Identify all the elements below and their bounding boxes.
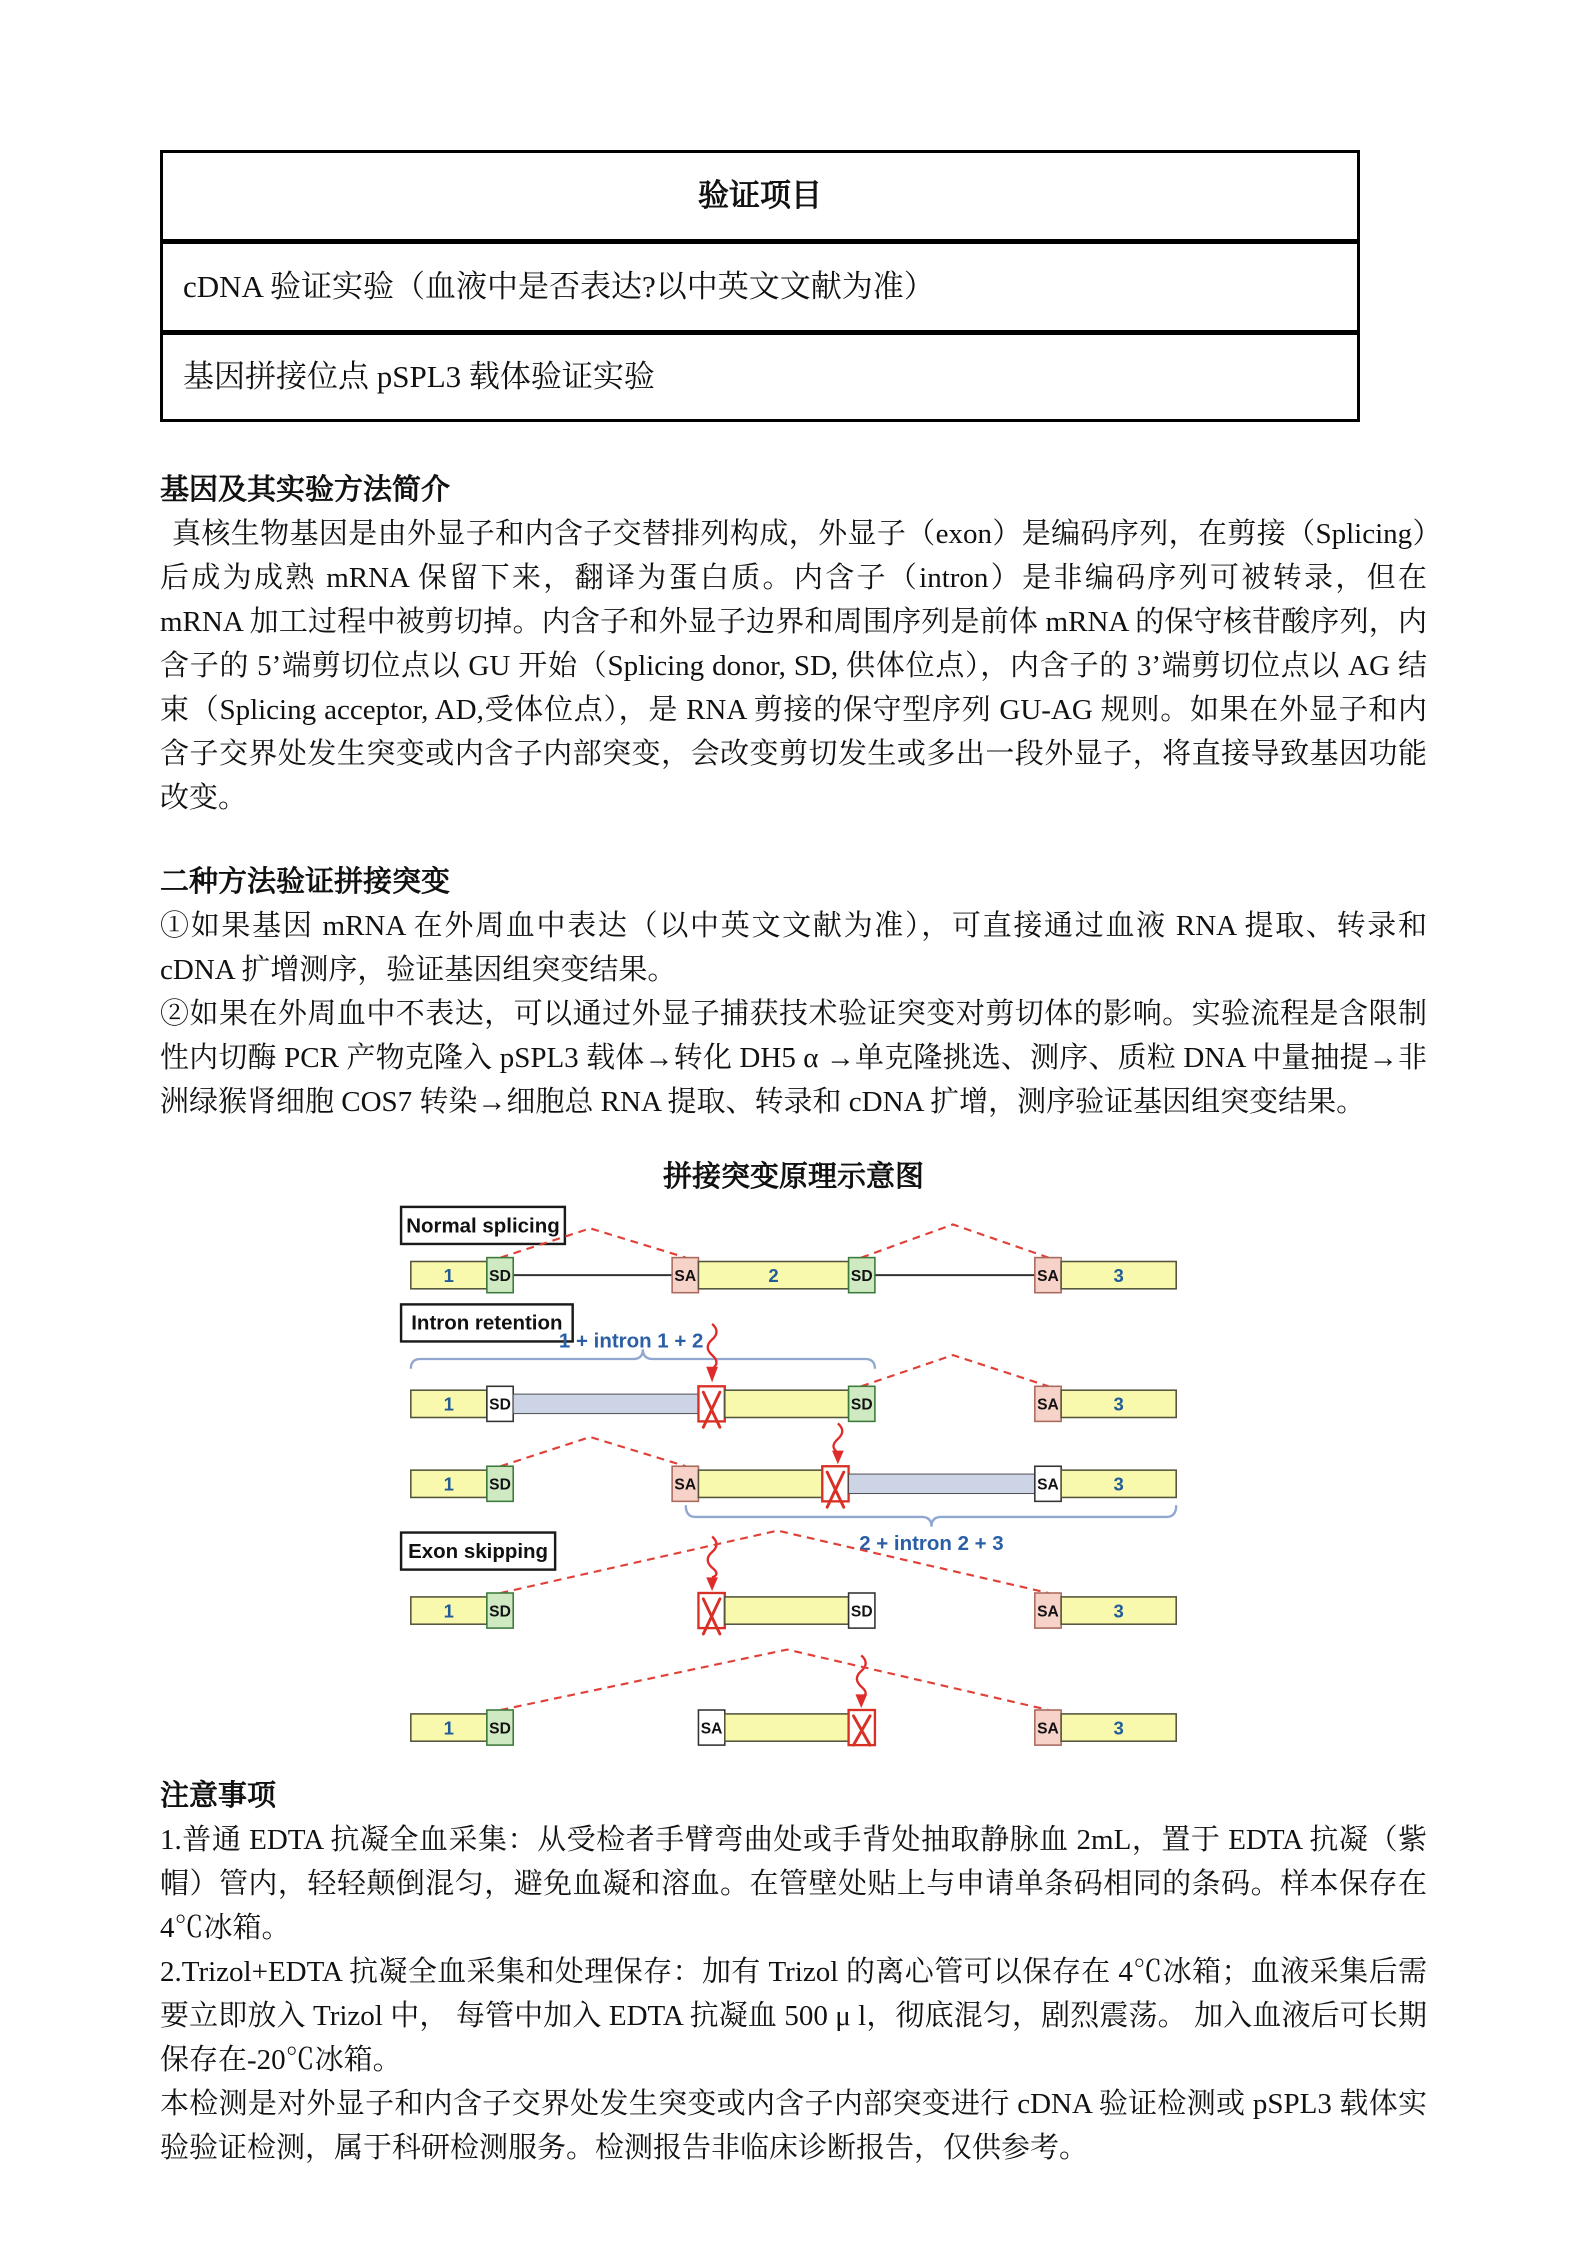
section2-item1: ①如果基因 mRNA 在外周血中表达（以中英文文献为准），可直接通过血液 RNA 提取、转录和 cDNA 扩增测序，验证基因组突变结果。 [160, 910, 1427, 986]
table-row-pspl3 [163, 335, 1357, 419]
splice-arc [861, 1224, 1048, 1257]
exon-2-box [698, 1470, 822, 1497]
squiggly-arrow-icon [706, 1324, 718, 1383]
splicing-diagram-svg [399, 1203, 1189, 1749]
svg-text:SA: SA [673, 1268, 696, 1285]
notes-item1: 1.普通 EDTA 抗凝全血采集：从受检者手臂弯曲处或手背处抽取静脉血 2mL，置于 EDTA 抗凝（紫帽）管内，轻轻颠倒混匀，避免血凝和溶血。在管壁处贴上与申请单条码相同的条码。样本保存在 4℃冰箱。 [160, 1824, 1427, 1944]
section2-item2: ②如果在外周血中不表达，可以通过外显子捕获技术验证突变对剪切体的影响。实验流程是含限制性内切酶 PCR 产物克隆入 pSPL3 载体→转化 DH5 α →单克隆挑选、测序、质粒 DNA 中量抽提→非洲绿猴肾细胞 COS7 转染→细胞总 RNA 提取、转录和 cDNA 扩增，测序验证基因组突变结果。 [160, 998, 1427, 1118]
svg-text:SD: SD [488, 1476, 511, 1494]
section1-paragraph: 真核生物基因是由外显子和内含子交替排列构成，外显子（exon）是编码序列，在剪接（Splicing）后成为成熟 mRNA 保留下来，翻译为蛋白质。内含子（intron）是非编码序列可被转录，但在 mRNA 加工过程中被剪切掉。内含子和外显子边界和周围序列是前体 mRNA 的保守核苷酸序列，内含子的 5’端剪切位点以 GU 开始（Splicing donor, SD, 供体位点），内含子的 3’端剪切位点以 AG 结束（Splicing acceptor, AD,受体位点），是 RNA 剪接的保守型序列 GU-AG 规则。如果在外显子和内含子交界处发生突变或内含子内部突变，会改变剪切发生或多出一段外显子，将直接导致基因功能改变。 [160, 518, 1427, 814]
svg-text:3: 3 [1113, 1473, 1124, 1495]
svg-text:3: 3 [1113, 1600, 1124, 1622]
normal-splicing-label [401, 1207, 565, 1244]
notes-heading: 注意事项 [160, 1780, 277, 1812]
intron-retention-row-2 [410, 1437, 1175, 1507]
exon-2-box [724, 1597, 848, 1624]
notes-item2: 2.Trizol+EDTA 抗凝全血采集和处理保存：加有 Trizol 的离心管可以保存在 4℃冰箱；血液采集后需要立即放入 Trizol 中， 每管中加入 EDTA 抗凝血 500 μ l，彻底混匀，剧烈震荡。 加入血液后可长期保存在-20℃冰箱。 [160, 1956, 1427, 2076]
svg-text:3: 3 [1113, 1264, 1124, 1286]
svg-text:Intron retention: Intron retention [410, 1311, 562, 1335]
splice-arc [861, 1355, 1048, 1386]
exon-2-box [724, 1390, 848, 1417]
intron-retention-label [401, 1304, 573, 1341]
svg-text:1: 1 [443, 1600, 454, 1622]
svg-text:1: 1 [443, 1264, 454, 1286]
svg-text:SD: SD [488, 1268, 511, 1285]
table-row-cdna-text: cDNA 验证实验（血液中是否表达?以中英文文献为准） [183, 268, 935, 304]
section2-heading: 二种方法验证拼接突变 [160, 866, 451, 898]
splice-arc [500, 1437, 685, 1466]
range-brace [685, 1505, 1175, 1526]
svg-text:SA: SA [700, 1720, 722, 1738]
mutation-x-icon [698, 1386, 724, 1427]
splice-arc [500, 1650, 1048, 1710]
intron-retention-row-1 [410, 1355, 1175, 1427]
intron23-annotation [685, 1505, 1175, 1555]
exon-skipping-label [401, 1533, 555, 1570]
squiggly-arrow-icon [832, 1423, 844, 1464]
svg-text:2: 2 [767, 1264, 779, 1286]
table-row-pspl3-text: 基因拼接位点 pSPL3 载体验证实验 [183, 358, 655, 394]
svg-text:SA: SA [1036, 1720, 1059, 1738]
svg-text:2 + intron 2 + 3: 2 + intron 2 + 3 [858, 1532, 1004, 1556]
exon-skipping-row-2 [410, 1650, 1175, 1746]
mutation-x-icon [698, 1593, 724, 1634]
exon-2-box [724, 1714, 848, 1741]
squiggly-arrow-icon [855, 1655, 867, 1708]
svg-text:1: 1 [443, 1393, 454, 1415]
figure-title: 拼接突变原理示意图 [662, 1161, 924, 1193]
svg-text:Normal splicing: Normal splicing [405, 1214, 560, 1238]
svg-text:3: 3 [1113, 1393, 1124, 1415]
mutation-x-icon [822, 1466, 848, 1507]
svg-text:SA: SA [1036, 1476, 1059, 1494]
retained-intron-band [848, 1474, 1034, 1494]
svg-text:SA: SA [1036, 1396, 1059, 1414]
section1-heading: 基因及其实验方法简介 [160, 474, 451, 506]
svg-text:1: 1 [443, 1717, 454, 1739]
svg-text:SD: SD [488, 1720, 511, 1738]
svg-text:SD: SD [850, 1603, 873, 1621]
table-header-text: 验证项目 [698, 177, 822, 213]
table-row-cdna [163, 244, 1357, 330]
svg-text:3: 3 [1113, 1717, 1124, 1739]
svg-text:SD: SD [488, 1396, 511, 1414]
svg-text:SD: SD [850, 1268, 873, 1285]
svg-text:SA: SA [673, 1476, 696, 1494]
retained-intron-band [513, 1394, 698, 1414]
svg-text:1 + intron 1 + 2: 1 + intron 1 + 2 [558, 1329, 703, 1353]
svg-text:SD: SD [488, 1603, 511, 1621]
svg-text:SA: SA [1036, 1603, 1059, 1621]
table-header [163, 153, 1357, 239]
svg-text:SD: SD [850, 1396, 873, 1414]
svg-text:SA: SA [1036, 1268, 1059, 1285]
svg-text:Exon skipping: Exon skipping [407, 1539, 548, 1563]
range-brace [410, 1349, 874, 1369]
project-table [160, 150, 1360, 422]
svg-text:1: 1 [443, 1473, 454, 1495]
notes-item3: 本检测是对外显子和内含子交界处发生突变或内含子内部突变进行 cDNA 验证检测或 pSPL3 载体实验验证检测，属于科研检测服务。检测报告非临床诊断报告，仅供参考。 [160, 2088, 1427, 2164]
splicing-diagram [399, 1203, 1189, 1754]
mutation-x-icon [848, 1710, 874, 1745]
